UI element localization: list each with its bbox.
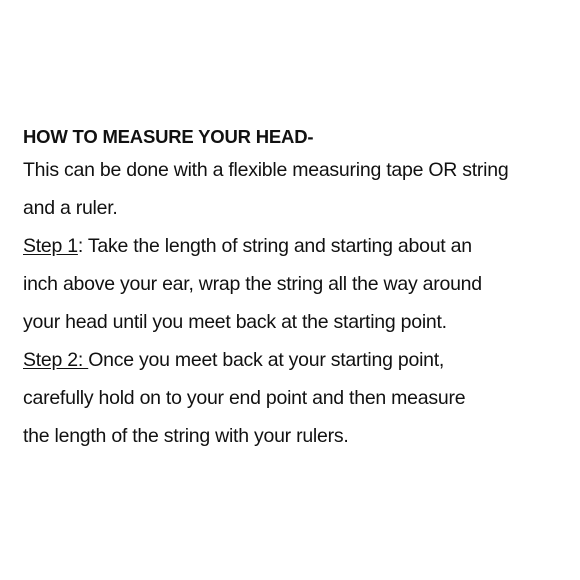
step-1-line-1 [23,227,572,265]
page-title: HOW TO MEASURE YOUR HEAD- [23,126,314,147]
step-2-line-2: carefully hold on to your end point and then measure [23,387,466,409]
step-2-text-start: Once you meet back at your starting point, [88,349,445,371]
instructions-body [23,151,572,455]
intro-line-2: and a ruler. [23,197,118,219]
step-1-text-start: Take the length of string and starting about an [83,235,472,257]
intro-line-1: This can be done with a flexible measuring tape OR string [23,159,509,181]
step-2-line-3: the length of the string with your rulers. [23,425,349,447]
step-2-label: Step 2: [23,349,89,371]
step-1-line-3: your head until you meet back at the starting point. [23,311,447,333]
step-1-line-2: inch above your ear, wrap the string all the way around [23,273,482,295]
step-1-label: Step 1 [23,235,78,257]
step-1-label-suffix: : [77,235,84,257]
step-2-line-1 [23,341,572,379]
